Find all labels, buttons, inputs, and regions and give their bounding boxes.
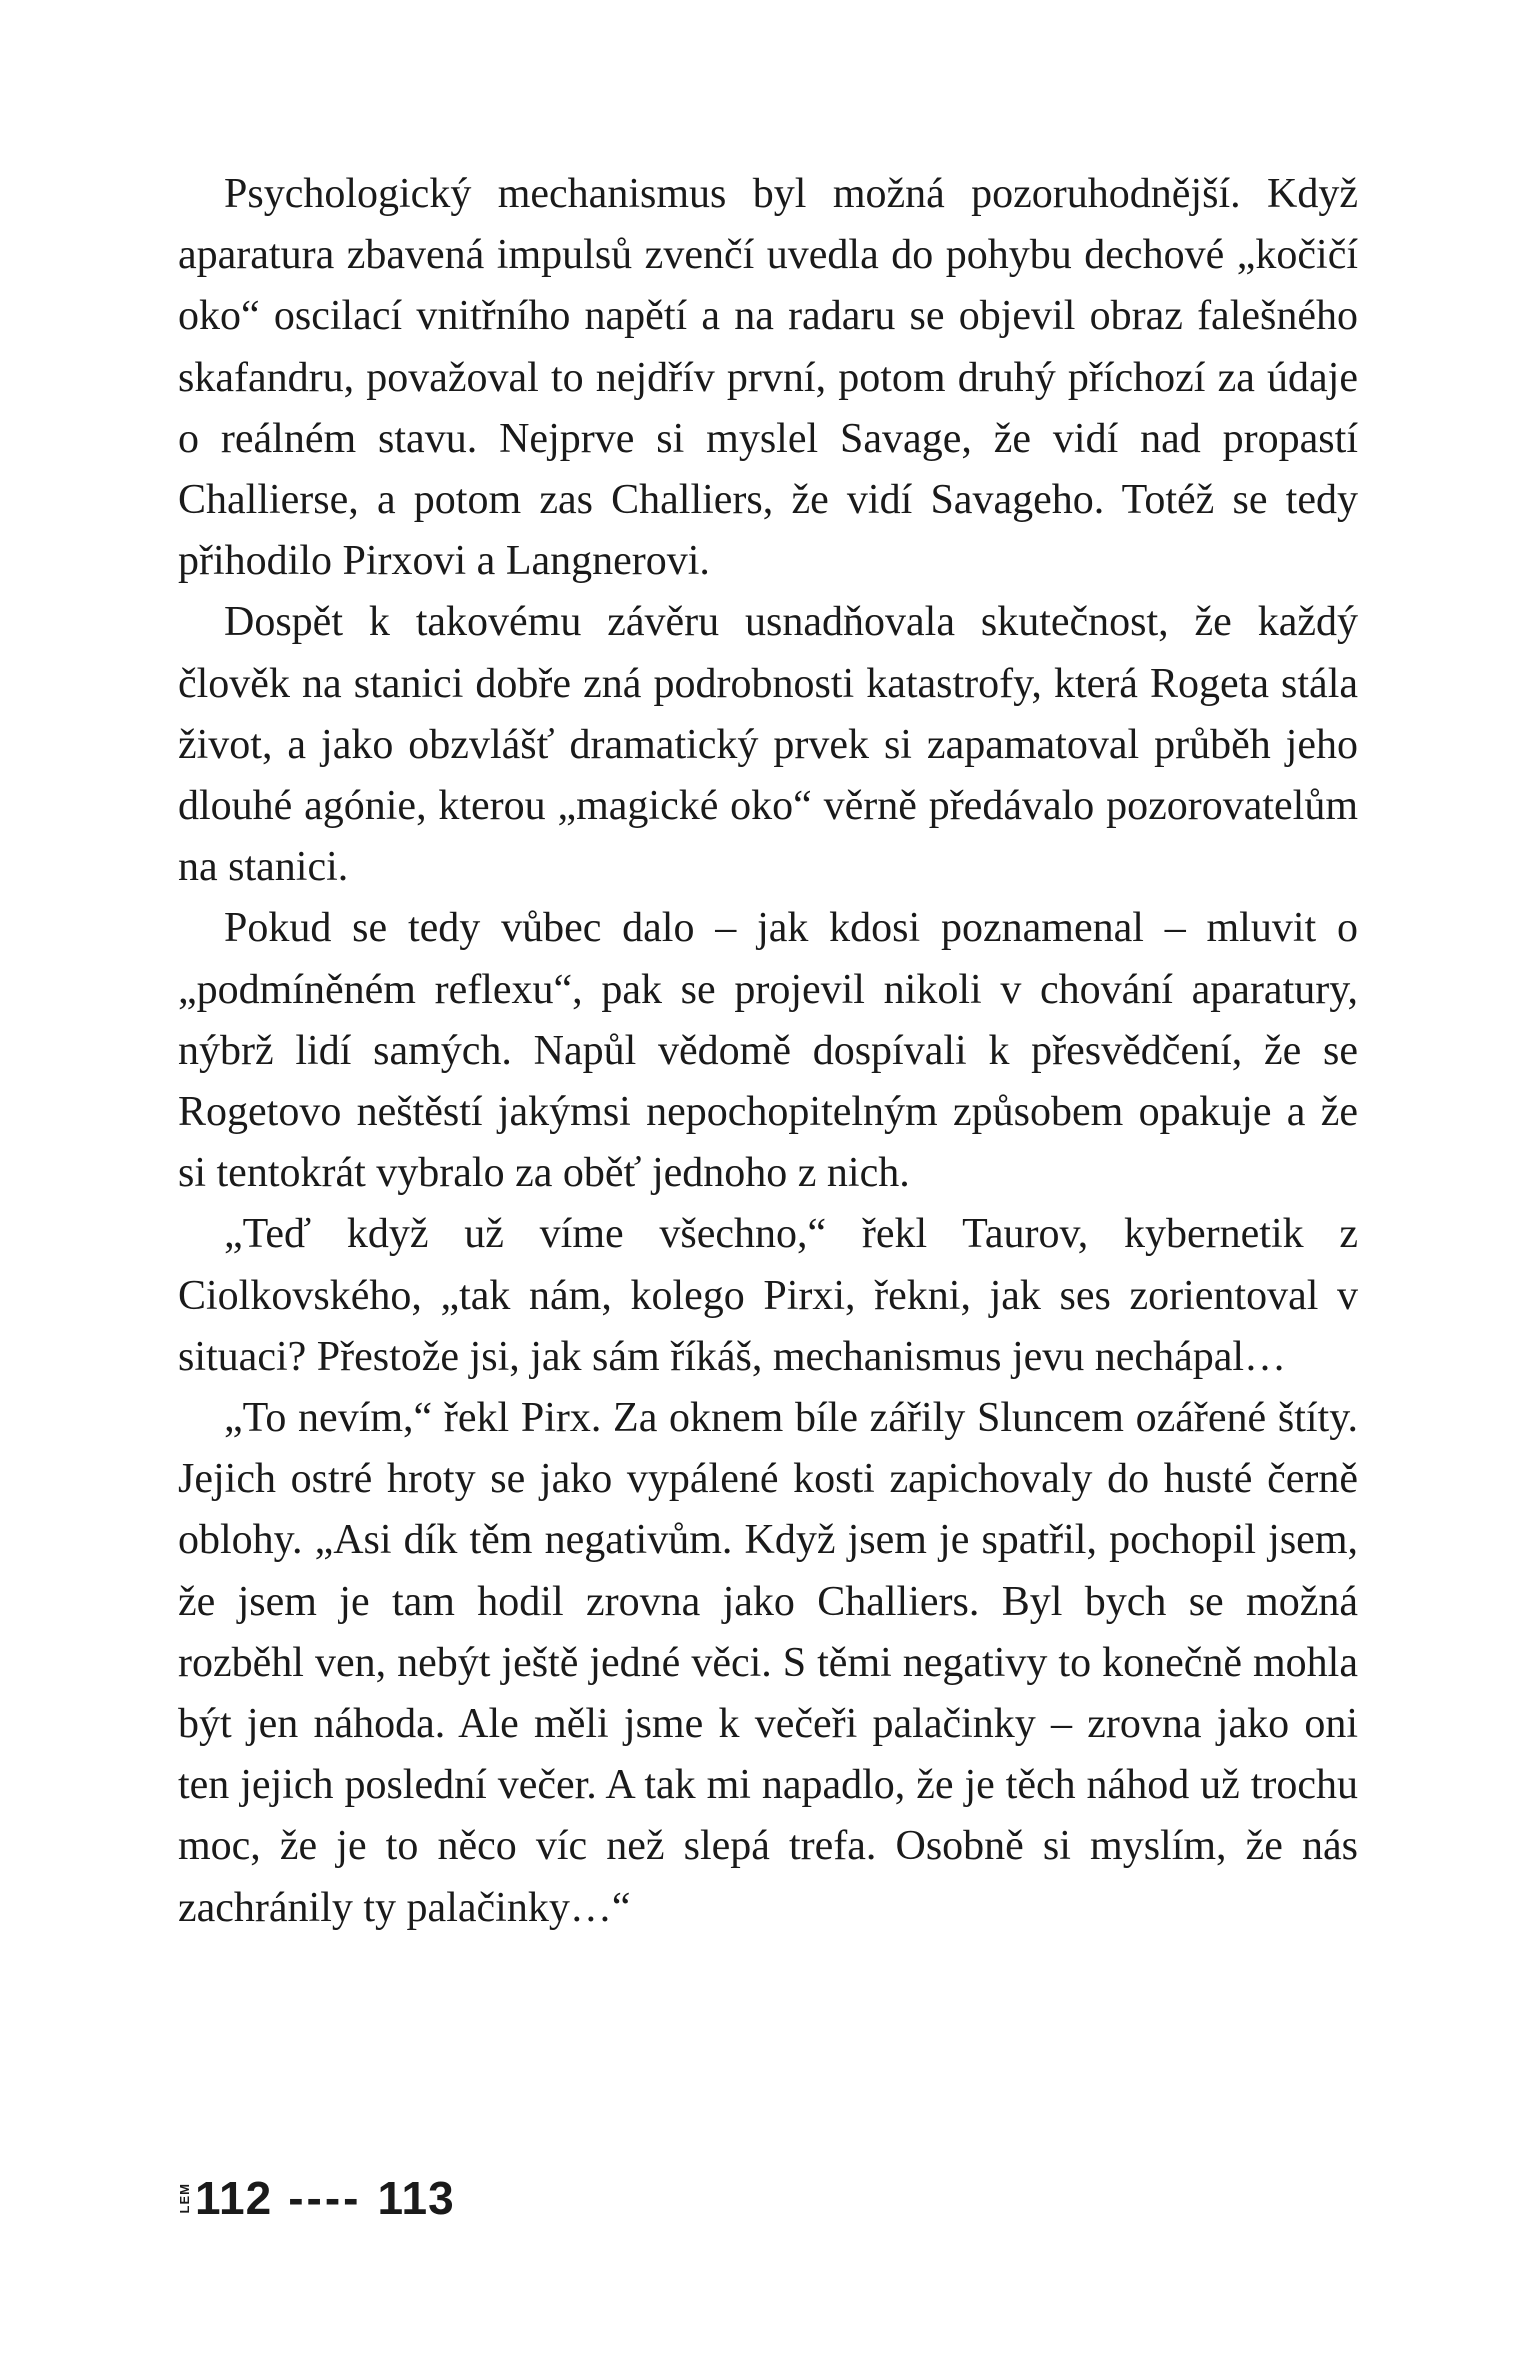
series-number: 112 [195, 2172, 273, 2224]
body-text [178, 164, 1358, 1939]
page-footer [178, 2168, 455, 2228]
paragraph-3: Pokud se tedy vůbec dalo – jak kdosi poznamenal – mluvit o „podmíněném reflexu“, pak se projevil nikoli v chování aparatury, nýbrž lidí samých. Napůl vědomě dospívali k přesvědčení, že se Rogetovo neštěstí jakýmsi nepochopitelným způsobem opakuje a že si tentokrát vybralo za oběť jednoho z nich. [178, 905, 1358, 1197]
paragraph-4: „Teď když už víme všechno,“ řekl Taurov, kybernetik z Ciolkovského, „tak nám, kolego Pirxi, řekni, jak ses zorientoval v situaci? Přestože jsi, jak sám říkáš, mechanismus jevu nechápal… [178, 1211, 1358, 1380]
paragraph-5: „To nevím,“ řekl Pirx. Za oknem bíle zářily Sluncem ozářené štíty. Jejich ostré hroty se jako vypálené kosti zapichovaly do husté černě oblohy. „Asi dík těm negativům. Když jsem je spatřil, pochopil jsem, že jsem je tam hodil zrovna jako Challiers. Byl bych se možná rozběhl ven, nebýt ještě jedné věci. S těmi negativy to konečně mohla být jen náhoda. Ale měli jsme k večeři palačinky – zrovna jako oni ten jejich poslední večer. A tak mi napadlo, že je těch náhod už trochu moc, že je to něco víc než slepá trefa. Osobně si myslím, že nás zachránily ty palačinky…“ [178, 1395, 1358, 1931]
paragraph-1: Psychologický mechanismus byl možná pozoruhodnější. Když aparatura zbavená impulsů zvenčí uvedla do pohybu dechové „kočičí oko“ oscilací vnitřního napětí a na radaru se objevil obraz falešného skafandru, považoval to nejdřív první, potom druhý příchozí za údaje o reálném stavu. Nejprve si myslel Savage, že vidí nad propastí Challierse, a potom zas Challiers, že vidí Savageho. Totéž se tedy přihodilo Pirxovi a Langnerovi. [178, 171, 1358, 585]
footer-separator: ---- [288, 2172, 362, 2224]
page-number: 113 [377, 2172, 455, 2224]
series-label: LEM [177, 2182, 192, 2214]
paragraph-2: Dospět k takovému závěru usnadňovala skutečnost, že každý člověk na stanici dobře zná podrobnosti katastrofy, která Rogeta stála život, a jako obzvlášť dramatický prvek si zapamatoval průběh jeho dlouhé agónie, kterou „magické oko“ věrně předávalo pozorovatelům na stanici. [178, 599, 1358, 891]
